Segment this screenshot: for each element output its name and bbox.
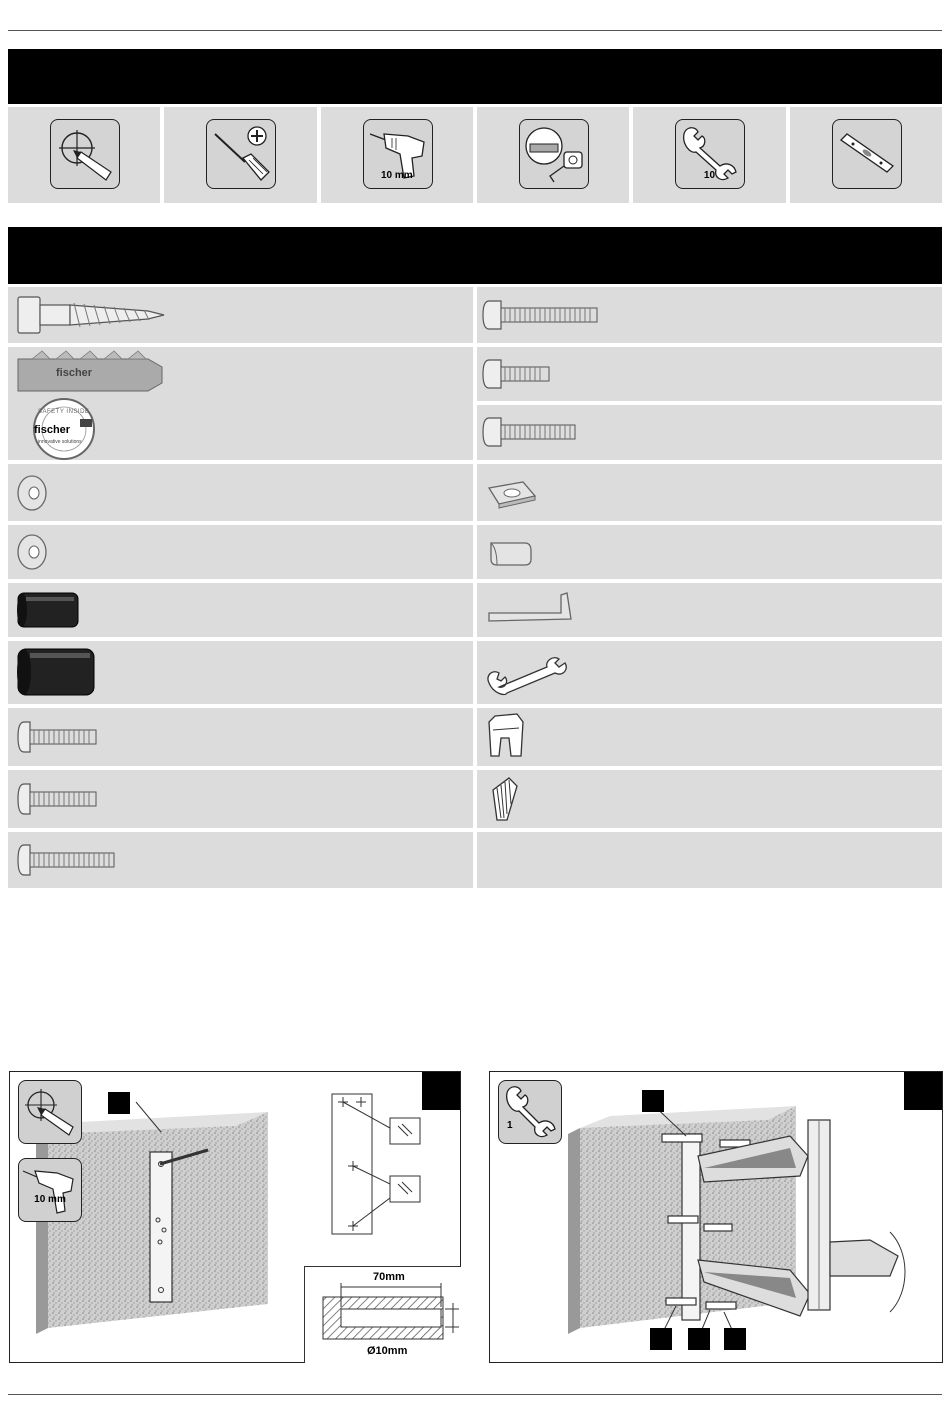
part-machine-screw-long [477,287,942,343]
machine-screw-icon [8,770,208,828]
machine-screw-icon [477,405,677,460]
figure-step-drill [9,1071,461,1363]
bottom-rule [8,1394,942,1395]
fischer-badge-logo: fischer [34,424,71,436]
machine-screw-icon [477,287,677,343]
part-cable-clip-2 [477,770,942,828]
parts-row [8,525,942,579]
part-allen-key [477,583,942,637]
part-square-washer [477,464,942,521]
mini-wrench-icon [498,1080,562,1144]
cable-clip-icon [477,770,577,828]
tape-measure-icon [519,119,589,189]
parts-row [8,641,942,704]
tool-label-drill-size: 10 mm [380,170,413,181]
part-bolt-1 [8,708,473,766]
anchor-depth-diagram [304,1266,461,1363]
part-spacer-short [8,583,473,637]
lag-bolt-icon [8,287,208,343]
part-washer-1 [8,464,473,521]
allen-key-icon [477,583,597,637]
parts-row [8,464,942,521]
mini-mark-pencil-icon [18,1080,82,1144]
tools-row [8,107,942,203]
part-fischer-anchor [8,347,473,460]
part-machine-screw-medium [477,405,942,460]
tool-cell-screwdriver [164,107,316,203]
machine-screw-icon [8,832,208,888]
part-empty-cell [477,832,942,888]
parts-row [8,347,942,460]
part-wrench [477,641,942,704]
parts-row [8,583,942,637]
part-spacer-block [477,525,942,579]
part-callout [642,1090,664,1112]
part-callout [108,1092,130,1114]
wrench-icon [477,641,597,704]
tool-cell-tape [477,107,629,203]
spacer-tube-icon [8,641,108,704]
part-washer-2 [8,525,473,579]
anchor-diameter-label: Ø10mm [367,1345,408,1357]
part-right-stack [477,347,942,460]
drill-template-diagram [328,1088,438,1248]
spacer-block-icon [477,525,577,579]
wrench-size-label: 1 [507,1120,513,1131]
parts-row [8,708,942,766]
drill-size-label: 10 mm [34,1194,66,1205]
part-bolt-3 [8,832,473,888]
cable-clip-icon [477,708,577,766]
fischer-anchor-logo: fischer [56,367,93,379]
screwdriver-icon [206,119,276,189]
parts-row [8,770,942,828]
parts-row [8,287,942,343]
parts-header-bar [8,227,942,284]
machine-screw-icon [8,708,208,766]
part-bolt-2 [8,770,473,828]
part-callout [724,1328,746,1350]
part-callout [650,1328,672,1350]
spirit-level-icon [832,119,902,189]
part-lag-bolt [8,287,473,343]
parts-row [8,832,942,888]
tool-label-wrench-size: 10 [703,170,716,181]
fischer-badge-subtext: innovative solutions [38,439,82,445]
tool-cell-mark [8,107,160,203]
part-cable-clip-1 [477,708,942,766]
mark-pencil-icon [50,119,120,189]
part-spacer-long [8,641,473,704]
tool-cell-drill [321,107,473,203]
part-callout [688,1328,710,1350]
top-rule [8,30,942,31]
anchor-depth-label: 70mm [373,1271,405,1283]
fischer-badge-ring-text: SAFETY INSIDE [38,409,90,415]
tool-cell-level [790,107,942,203]
square-washer-icon [477,464,577,521]
mini-drill-icon [18,1158,82,1222]
part-machine-screw-short [477,347,942,401]
washer-icon [8,464,108,521]
figure-step-mount [489,1071,943,1363]
tools-header-bar [8,49,942,104]
machine-screw-icon [477,347,677,401]
tool-cell-wrench [633,107,785,203]
washer-icon [8,525,108,579]
spacer-tube-icon [8,583,108,637]
